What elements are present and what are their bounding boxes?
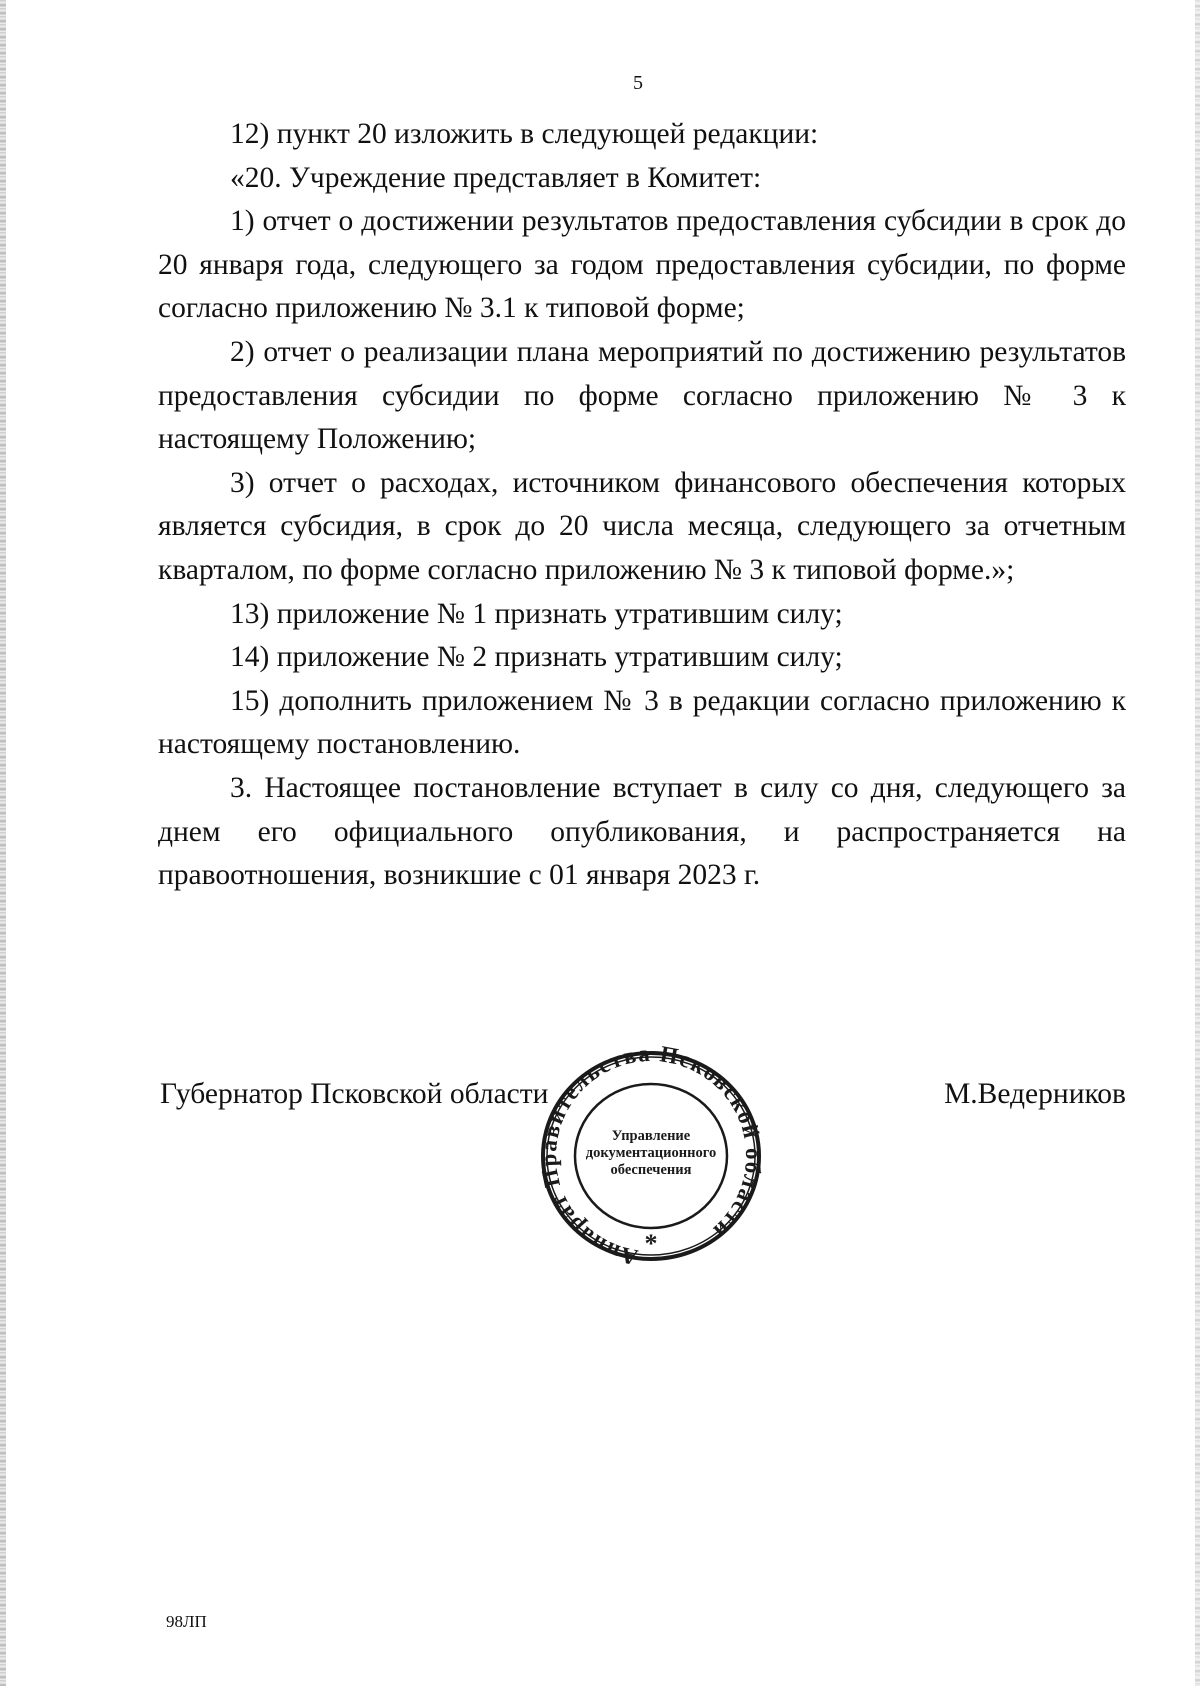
page-number: 5 xyxy=(633,72,643,94)
paragraph-item-14: 14) приложение № 2 признать утратившим силу; xyxy=(230,641,843,674)
paragraph-item-12: 12) пункт 20 изложить в следующей редакции: xyxy=(230,118,819,150)
paragraph-report-results: 1) отчет о достижении результатов предоставления субсидии в срок до 20 января года, следующего за годом предоставления субсидии, по форме согласно приложению № 3.1 к типовой форме; xyxy=(158,205,1126,325)
official-stamp xyxy=(536,1046,766,1266)
stamp-ring-text: Аппарат Правительства Псковской области xyxy=(536,1046,766,1266)
document-code: 98ЛП xyxy=(166,1612,207,1631)
stamp-seal-icon xyxy=(536,1046,766,1266)
stamp-center-line-3: обеспечения xyxy=(610,1162,692,1178)
paragraph-item-13: 13) приложение № 1 признать утратившим силу; xyxy=(230,597,843,630)
paragraph-report-expenses: 3) отчет о расходах, источником финансового обеспечения которых является субсидия, в срок до 20 числа месяца, следующего за отчетным кварталом, по форме согласно приложению № 3 к типовой форме.»; xyxy=(158,466,1126,586)
document-body xyxy=(158,113,1126,898)
stamp-center-line-1: Управление xyxy=(611,1128,691,1144)
stamp-center-line-2: документационного xyxy=(585,1145,717,1161)
scan-edge-right xyxy=(1195,0,1200,1686)
paragraph-item-15: 15) дополнить приложением № 3 в редакции согласно приложению к настоящему постановлению. xyxy=(158,684,1126,761)
paragraph-report-plan: 2) отчет о реализации плана мероприятий по достижению результатов предоставления субсидии по форме согласно приложению № 3 к настоящему Положению; xyxy=(158,335,1126,456)
paragraph-clause-20: «20. Учреждение представляет в Комитет: xyxy=(230,161,762,194)
paragraph-effective-date: 3. Настоящее постановление вступает в силу со дня, следующего за днем его официального опубликования, и распространяется на правоотношения, возникшие с 01 января 2023 г. xyxy=(158,771,1126,892)
stamp-star-icon: * xyxy=(644,1229,658,1258)
scan-edge-left xyxy=(0,0,6,1686)
signature-position: Губернатор Псковской области xyxy=(160,1078,549,1110)
signature-name: М.Ведерников xyxy=(944,1078,1126,1110)
